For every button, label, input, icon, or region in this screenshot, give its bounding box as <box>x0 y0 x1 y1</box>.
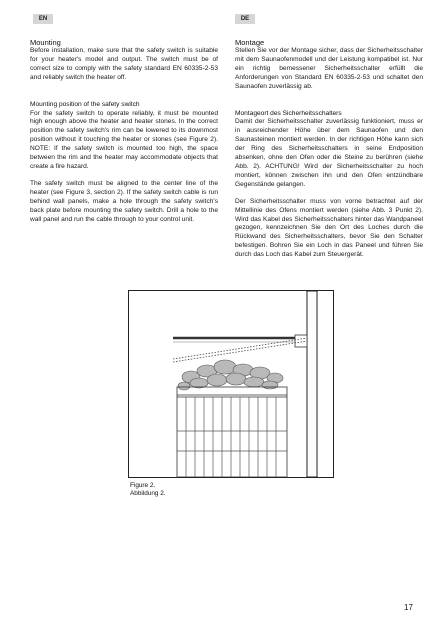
mounting-heading-de: Montage <box>235 38 265 47</box>
alignment-paragraph-de: Der Sicherheitsschalter muss von vorne betrachtet auf der Mittellinie des Ofens montiert werden (siehe Abb. 3 Punkt 2). Wird das Kabel des Sicherheitsschalters hinter das Wandpaneel gezogen, kennzeichnen Sie den Ort des Loches durch die Rückwand des Sicherheitsschalters, bevor Sie den Schalter befestigen. Bohren Sie ein Loch in das Paneel und führen Sie durch das Loch das Kabel zum Steuergerät. <box>235 197 423 259</box>
english-column <box>30 38 218 224</box>
figure-caption-en: Figure 2. <box>130 482 156 489</box>
german-column <box>235 38 423 260</box>
heater-body <box>177 387 287 477</box>
figure-2-illustration <box>128 290 334 478</box>
mounting-position-paragraph-en: For the safety switch to operate reliably, it must be mounted high enough above the heater and heater stones. In the correct position the safety switch's rim can be lowered to its downmost position without it touching the heater or stones (see Figure 2). NOTE: If the safety switch is mounted too high, the space between the rim and the heater may accommodate objects that create a fire hazard. <box>30 109 218 170</box>
mounting-heading-en: Mounting <box>30 38 61 47</box>
mounting-paragraph-de: Stellen Sie vor der Montage sicher, dass der Sicherheitsschalter mit dem Saunaofenmodell und der Leistung kompatibel ist. Nur ein richtig bemessener Sicherheitsschalter erfüllt die Anforderungen von Standard EN 60335-2-53 und schaltet den Saunaofen zuverlässig ab. <box>235 47 423 90</box>
mounting-paragraph-en: Before installation, make sure that the safety switch is suitable for your heater's model and output. The switch must be of correct size to comply with the safety standard EN 60335-2-53 and reliably switch the heater off. <box>30 47 218 81</box>
mounting-position-paragraph-de: Damit der Sicherheitsschalter zuverlässig funktioniert, muss er in ausreichender Höhe über dem Saunaofen und den Saunasteinen montiert werden. In der richtigen Höhe kann sich der Ring des Sicherheitsschalters in seine Endposition absenken, ohne den Ofen oder die Steine zu berühren (siehe Abb. 2). ACHTUNG! Wird der Sicherheitsschalter zu hoch montiert, können zwischen ihn und den Ofen entzündbare Gegenstände gelangen. <box>235 118 423 188</box>
language-tab-en: EN <box>33 14 53 24</box>
language-tab-de: DE <box>235 14 255 24</box>
heater-grille <box>177 397 287 477</box>
lowered-rim-dashed-line <box>173 338 307 359</box>
figure-caption <box>130 482 166 498</box>
figure-caption-de: Abbildung 2. <box>130 490 166 497</box>
mounting-position-heading-en: Mounting position of the safety switch <box>30 100 140 108</box>
mounting-position-heading-de: Montageort des Sicherheitsschalters <box>235 109 342 117</box>
heater-stones <box>178 360 283 390</box>
wall-panel <box>307 291 317 477</box>
safety-switch-housing <box>295 335 307 347</box>
page-number: 17 <box>404 603 413 612</box>
heater-diagram <box>129 291 333 477</box>
alignment-paragraph-en: The safety switch must be aligned to the center line of the heater (see Figure 3, section 2). If the safety switch cable is run behind wall panels, make a hole through the safety switch's back plate before mounting the safety switch. Drill a hole to the wall panel and run the cable through to your control unit. <box>30 179 218 223</box>
